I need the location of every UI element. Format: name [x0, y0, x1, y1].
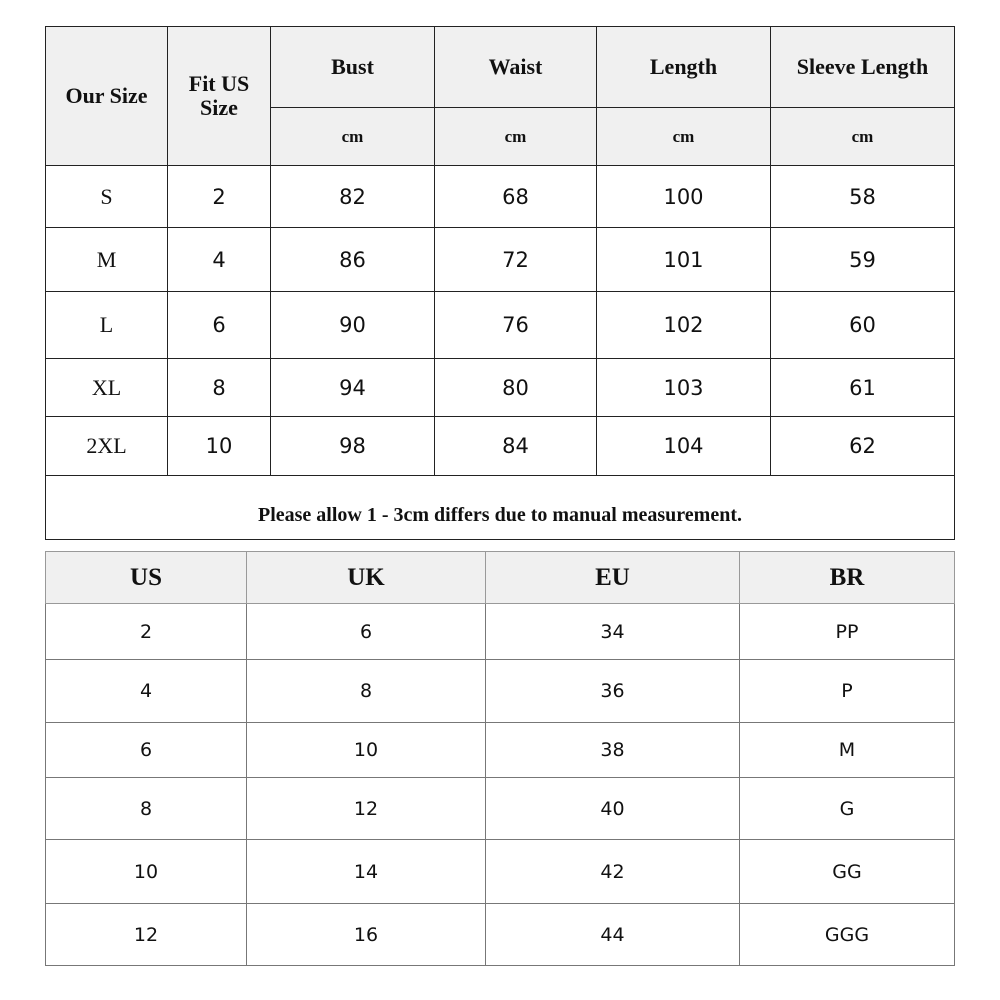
unit-waist: cm — [435, 108, 597, 166]
br-cell: GGG — [740, 904, 955, 966]
us-cell: 4 — [46, 660, 247, 723]
sleeve-cell: 60 — [771, 292, 955, 359]
br-cell: GG — [740, 840, 955, 904]
bust-cell: 94 — [271, 359, 435, 417]
us-cell: 12 — [46, 904, 247, 966]
unit-bust: cm — [271, 108, 435, 166]
size-chart-table — [45, 26, 955, 540]
header-eu: EU — [486, 552, 740, 604]
table-row — [46, 778, 955, 840]
br-cell: G — [740, 778, 955, 840]
header-fit-us-line1: Fit US — [188, 71, 250, 96]
table-row — [46, 904, 955, 966]
uk-cell: 16 — [247, 904, 486, 966]
size-conversion-table — [45, 551, 955, 966]
measurement-note: Please allow 1 - 3cm differs due to manual measurement. — [46, 476, 955, 540]
us-cell: 8 — [46, 778, 247, 840]
uk-cell: 10 — [247, 723, 486, 778]
size-cell: XL — [46, 359, 168, 417]
size-cell: L — [46, 292, 168, 359]
us-cell: 10 — [46, 840, 247, 904]
uk-cell: 12 — [247, 778, 486, 840]
br-cell: M — [740, 723, 955, 778]
sleeve-cell: 58 — [771, 166, 955, 228]
us-cell: 6 — [46, 723, 247, 778]
waist-cell: 68 — [435, 166, 597, 228]
size-cell: M — [46, 228, 168, 292]
waist-cell: 80 — [435, 359, 597, 417]
sleeve-cell: 61 — [771, 359, 955, 417]
size-cell: S — [46, 166, 168, 228]
eu-cell: 38 — [486, 723, 740, 778]
header-br: BR — [740, 552, 955, 604]
sleeve-cell: 59 — [771, 228, 955, 292]
length-cell: 101 — [597, 228, 771, 292]
uk-cell: 8 — [247, 660, 486, 723]
size-cell: 2XL — [46, 417, 168, 476]
header-fit-us-line2: Size — [200, 95, 238, 120]
fit-us-cell: 10 — [168, 417, 271, 476]
table-row — [46, 840, 955, 904]
eu-cell: 34 — [486, 604, 740, 660]
waist-cell: 84 — [435, 417, 597, 476]
waist-cell: 72 — [435, 228, 597, 292]
fit-us-cell: 2 — [168, 166, 271, 228]
table-row — [46, 723, 955, 778]
header-bust: Bust — [271, 27, 435, 108]
br-cell: P — [740, 660, 955, 723]
eu-cell: 42 — [486, 840, 740, 904]
br-cell: PP — [740, 604, 955, 660]
bust-cell: 86 — [271, 228, 435, 292]
header-fit-us-size — [168, 27, 271, 166]
us-cell: 2 — [46, 604, 247, 660]
uk-cell: 6 — [247, 604, 486, 660]
unit-length: cm — [597, 108, 771, 166]
fit-us-cell: 4 — [168, 228, 271, 292]
waist-cell: 76 — [435, 292, 597, 359]
table-row — [46, 604, 955, 660]
fit-us-cell: 8 — [168, 359, 271, 417]
header-us: US — [46, 552, 247, 604]
table-row — [46, 359, 955, 417]
table-row — [46, 228, 955, 292]
length-cell: 103 — [597, 359, 771, 417]
table-row — [46, 292, 955, 359]
note-row — [46, 476, 955, 540]
bust-cell: 98 — [271, 417, 435, 476]
eu-cell: 44 — [486, 904, 740, 966]
length-cell: 102 — [597, 292, 771, 359]
table-row — [46, 660, 955, 723]
sleeve-cell: 62 — [771, 417, 955, 476]
size-chart-header-row — [46, 27, 955, 108]
eu-cell: 36 — [486, 660, 740, 723]
header-sleeve-length: Sleeve Length — [771, 27, 955, 108]
header-length: Length — [597, 27, 771, 108]
bust-cell: 82 — [271, 166, 435, 228]
length-cell: 100 — [597, 166, 771, 228]
uk-cell: 14 — [247, 840, 486, 904]
header-waist: Waist — [435, 27, 597, 108]
bust-cell: 90 — [271, 292, 435, 359]
header-uk: UK — [247, 552, 486, 604]
table-row — [46, 417, 955, 476]
unit-sleeve-length: cm — [771, 108, 955, 166]
fit-us-cell: 6 — [168, 292, 271, 359]
conversion-header-row — [46, 552, 955, 604]
header-our-size: Our Size — [46, 27, 168, 166]
length-cell: 104 — [597, 417, 771, 476]
table-row — [46, 166, 955, 228]
eu-cell: 40 — [486, 778, 740, 840]
